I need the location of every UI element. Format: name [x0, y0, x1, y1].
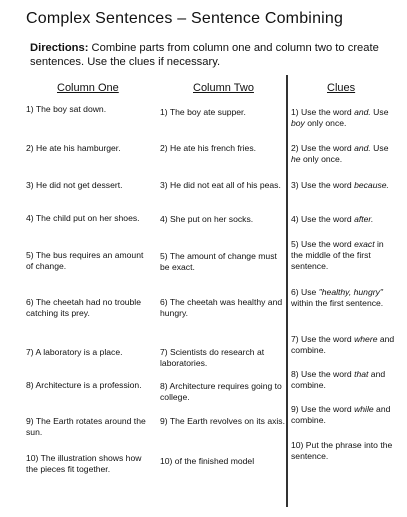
column-two-item: 9) The Earth revolves on its axis.	[160, 416, 285, 426]
column-one-item: 6) The cheetah had no trouble catching its prey.	[26, 297, 141, 318]
clue-item: 3) Use the word because.	[291, 180, 389, 190]
clue-item: 7) Use the word where and combine.	[291, 334, 395, 355]
clues-header: Clues	[327, 82, 356, 94]
directions-text: Combine parts from column one and column two to create sentences. Use the clues if necessary.	[30, 42, 379, 68]
column-one-header: Column One	[57, 82, 119, 94]
column-one-item: 3) He did not get dessert.	[26, 180, 123, 190]
directions-label: Directions:	[30, 42, 89, 54]
clue-item: 9) Use the word while and combine.	[291, 404, 391, 425]
column-one-item: 10) The illustration shows how the pieces fit together.	[26, 453, 142, 474]
clue-item: 4) Use the word after.	[291, 214, 374, 224]
column-one-item: 1) The boy sat down.	[26, 104, 107, 114]
column-two-item: 4) She put on her socks.	[160, 214, 254, 224]
clue-item: 10) Put the phrase into the sentence.	[291, 440, 393, 461]
column-one-item: 9) The Earth rotates around the sun.	[26, 416, 146, 437]
column-two-item: 1) The boy ate supper.	[160, 107, 246, 117]
column-two-header: Column Two	[193, 82, 254, 94]
column-two-item: 10) of the finished model	[160, 456, 255, 466]
column-two-item: 3) He did not eat all of his peas.	[160, 180, 281, 190]
column-one-item: 5) The bus requires an amount of change.	[26, 250, 144, 271]
page-title: Complex Sentences – Sentence Combining	[26, 10, 344, 27]
column-one-item: 4) The child put on her shoes.	[26, 213, 140, 223]
column-one-item: 8) Architecture is a profession.	[26, 380, 142, 390]
column-divider	[286, 75, 288, 507]
column-two-item: 7) Scientists do research at laboratories.	[160, 347, 265, 368]
clue-item: 8) Use the word that and combine.	[291, 369, 386, 390]
clue-item: 2) Use the word and. Use he only once.	[291, 143, 389, 164]
column-two-item: 8) Architecture requires going to college.	[160, 381, 282, 402]
column-two-item: 5) The amount of change must be exact.	[160, 251, 277, 272]
directions	[30, 41, 400, 69]
column-one-item: 2) He ate his hamburger.	[26, 143, 121, 153]
column-one-item: 7) A laboratory is a place.	[26, 347, 123, 357]
column-two-item: 6) The cheetah was healthy and hungry.	[160, 297, 283, 318]
clue-item: 6) Use "healthy, hungry" within the first sentence.	[291, 287, 384, 308]
column-two-item: 2) He ate his french fries.	[160, 143, 257, 153]
clue-item: 5) Use the word exact in the middle of the first sentence.	[291, 239, 384, 271]
clue-item: 1) Use the word and. Use boy only once.	[291, 107, 389, 128]
